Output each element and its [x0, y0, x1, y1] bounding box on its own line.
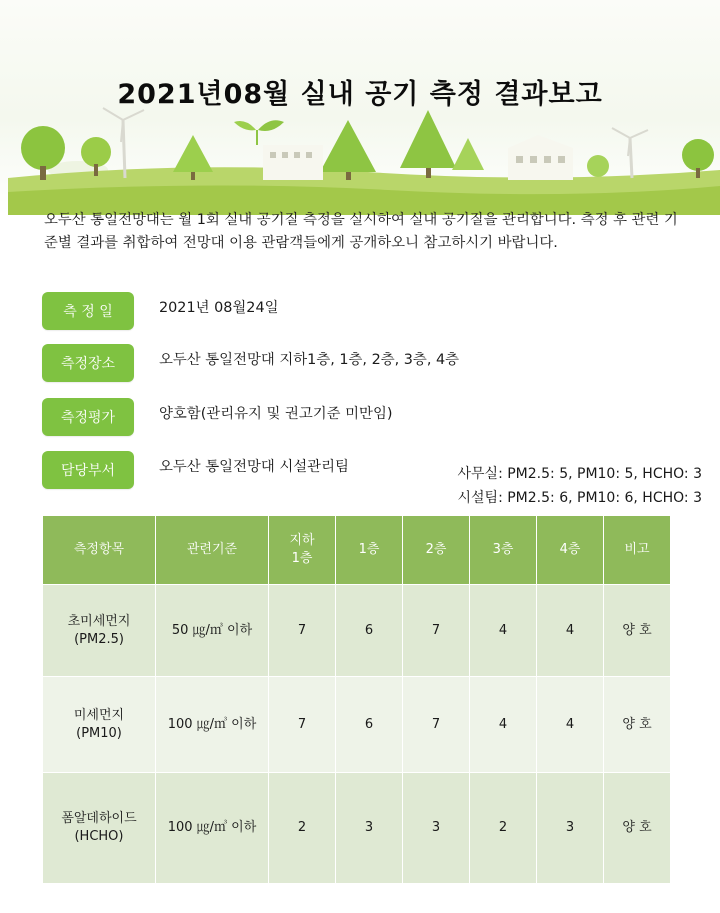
note-cell: 양 호: [604, 773, 671, 884]
note-cell: 양 호: [604, 677, 671, 773]
column-header: 3층: [470, 516, 537, 585]
item-cell: 초미세먼지 (PM2.5): [43, 585, 156, 677]
page-title: 2021년08월 실내 공기 측정 결과보고: [117, 79, 603, 110]
landscape-illustration: [8, 100, 720, 215]
table-header-row: [43, 516, 671, 585]
column-header: 관련기준: [156, 516, 269, 585]
measurement-date: 2021년 08월24일: [159, 300, 279, 316]
measurement-location: 오두산 통일전망대 지하1층, 1층, 2층, 3층, 4층: [159, 352, 460, 368]
column-header: 4층: [537, 516, 604, 585]
column-header: 2층: [403, 516, 470, 585]
facility-reading-line: 시설팀: PM2.5: 6, PM10: 6, HCHO: 3: [457, 490, 702, 506]
column-header: 1층: [336, 516, 403, 585]
value-cell: 3: [336, 773, 403, 884]
value-cell: 6: [336, 677, 403, 773]
responsible-department: 오두산 통일전망대 시설관리팀: [159, 459, 349, 475]
measurement-table: [42, 515, 671, 884]
item-cell: 미세먼지 (PM10): [43, 677, 156, 773]
header-banner: [0, 0, 720, 215]
column-header: 비고: [604, 516, 671, 585]
note-cell: 양 호: [604, 585, 671, 677]
column-header: 지하 1층: [269, 516, 336, 585]
value-cell: 4: [470, 585, 537, 677]
table-row: [43, 585, 671, 677]
value-cell: 3: [403, 773, 470, 884]
value-cell: 7: [403, 585, 470, 677]
value-cell: 7: [403, 677, 470, 773]
item-cell: 폼알데하이드 (HCHO): [43, 773, 156, 884]
office-reading-line: 사무실: PM2.5: 5, PM10: 5, HCHO: 3: [457, 466, 702, 482]
value-cell: 7: [269, 677, 336, 773]
value-cell: 6: [336, 585, 403, 677]
value-cell: 2: [470, 773, 537, 884]
label-pill: 담당부서: [42, 451, 134, 489]
table-row: [43, 677, 671, 773]
value-cell: 7: [269, 585, 336, 677]
table-row: [43, 773, 671, 884]
measurement-evaluation: 양호함(관리유지 및 권고기준 미만임): [159, 406, 393, 422]
column-header: 측정항목: [43, 516, 156, 585]
value-cell: 3: [537, 773, 604, 884]
value-cell: 4: [537, 585, 604, 677]
label-pill: 측정장소: [42, 344, 134, 382]
value-cell: 2: [269, 773, 336, 884]
standard-cell: 100 ㎍/㎥ 이하: [156, 677, 269, 773]
standard-cell: 100 ㎍/㎥ 이하: [156, 773, 269, 884]
label-pill: 측 정 일: [42, 292, 134, 330]
value-cell: 4: [537, 677, 604, 773]
label-pill: 측정평가: [42, 398, 134, 436]
intro-paragraph: 오두산 통일전망대는 월 1회 실내 공기질 측정을 실시하여 실내 공기질을 관리합니다. 측정 후 관련 기준별 결과를 취합하여 전망대 이용 관람객들에게 공개하오니 참고하시기 바랍니다.: [44, 212, 678, 251]
office-readings: [458, 462, 703, 510]
standard-cell: 50 ㎍/㎥ 이하: [156, 585, 269, 677]
value-cell: 4: [470, 677, 537, 773]
